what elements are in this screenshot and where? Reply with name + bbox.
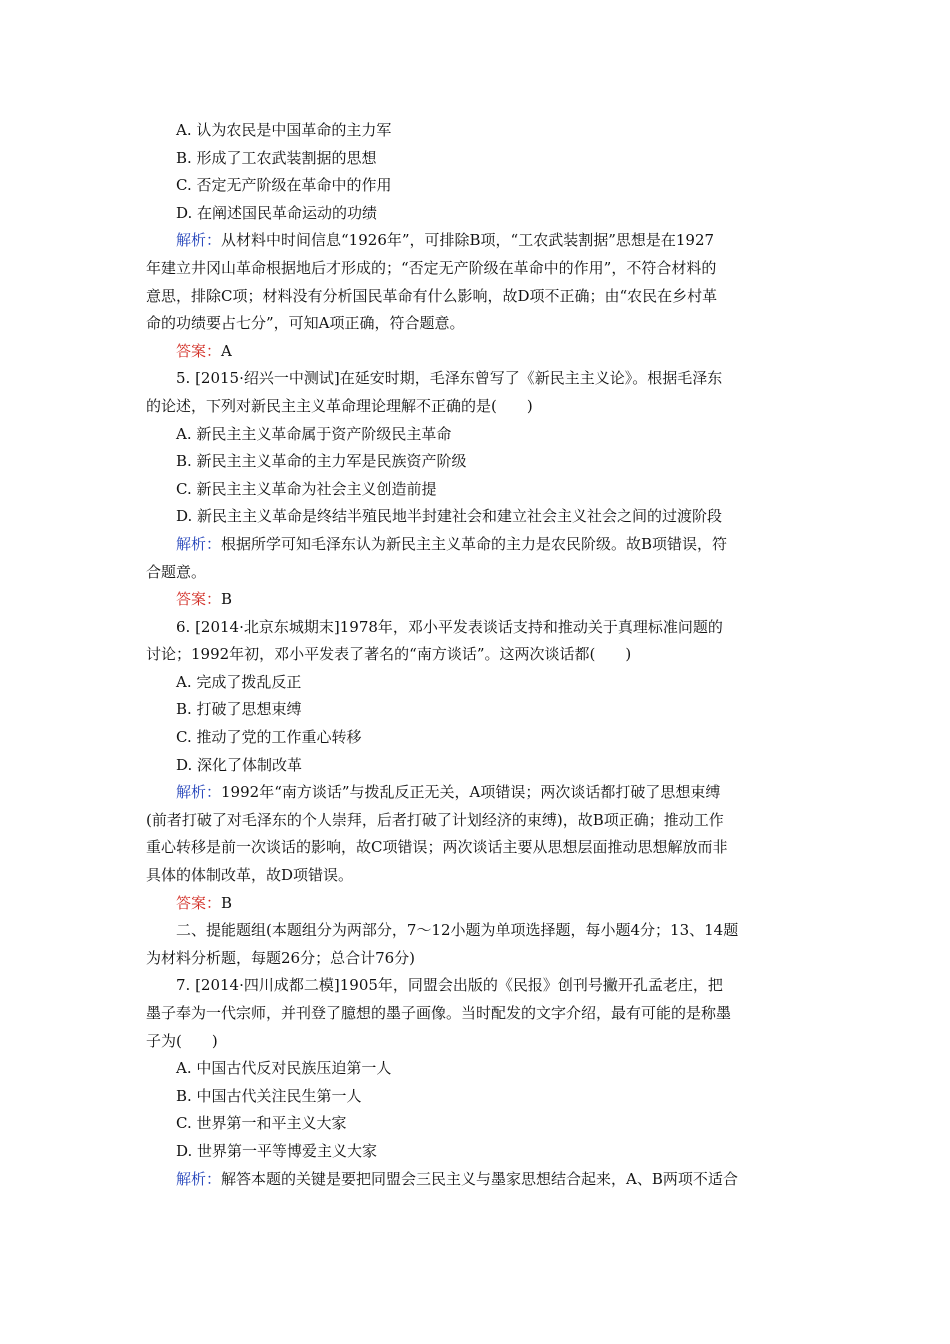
q7-analysis-text: 解答本题的关键是要把同盟会三民主义与墨家思想结合起来，A、B两项不适合 <box>221 1169 738 1188</box>
answer-label: 答案： <box>176 893 222 912</box>
q5-answer-value: B <box>221 590 233 609</box>
q6-answer-value: B <box>221 893 233 912</box>
q6-analysis-line: 重心转移是前一次谈话的影响，故C项错误；两次谈话主要从思想层面推动思想解放而非 <box>146 838 728 857</box>
answer-label: 答案： <box>176 341 222 360</box>
q5-stem-line: 的论述，下列对新民主主义革命理论理解不正确的是( ) <box>146 396 533 415</box>
q5-option-b: B. 新民主主义革命的主力军是民族资产阶级 <box>176 452 467 471</box>
q7-stem-line: 子为( ) <box>146 1031 218 1050</box>
q7-stem-line: 7. [2014·四川成都二模]1905年，同盟会出版的《民报》创刊号撇开孔孟老庄，把 <box>176 976 723 995</box>
analysis-label: 解析： <box>176 1169 222 1188</box>
q6-option-a: A. 完成了拨乱反正 <box>176 672 302 691</box>
q6-option-b: B. 打破了思想束缚 <box>176 700 302 719</box>
document-body <box>146 117 810 1193</box>
q4-analysis-line <box>146 227 810 255</box>
q4-option-d: D. 在阐述国民革命运动的功绩 <box>176 203 378 222</box>
q6-option-d: D. 深化了体制改革 <box>176 755 303 774</box>
q6-answer <box>146 890 810 918</box>
q7-option-c: C. 世界第一和平主义大家 <box>176 1114 347 1133</box>
q7-analysis-line <box>146 1166 810 1194</box>
section-heading-line: 二、提能题组(本题组分为两部分，7～12小题为单项选择题，每小题4分；13、14题 <box>176 921 739 940</box>
q5-analysis-line <box>146 531 810 559</box>
analysis-label: 解析： <box>176 783 222 802</box>
q4-analysis-line: 命的功绩要占七分”，可知A项正确，符合题意。 <box>146 314 465 333</box>
q5-analysis-text: 根据所学可知毛泽东认为新民主主义革命的主力是农民阶级。故B项错误，符 <box>221 534 728 553</box>
q6-stem-line: 6. [2014·北京东城期末]1978年，邓小平发表谈话支持和推动关于真理标准问题的 <box>176 617 723 636</box>
q6-analysis-line: (前者打破了对毛泽东的个人崇拜，后者打破了计划经济的束缚)，故B项正确；推动工作 <box>146 810 724 829</box>
analysis-label: 解析： <box>176 231 222 250</box>
q7-option-b: B. 中国古代关注民生第一人 <box>176 1086 362 1105</box>
q7-option-a: A. 中国古代反对民族压迫第一人 <box>176 1059 392 1078</box>
q5-option-d: D. 新民主主义革命是终结半殖民地半封建社会和建立社会主义社会之间的过渡阶段 <box>176 507 723 526</box>
q4-answer-value: A <box>221 341 232 360</box>
q6-stem-line: 讨论；1992年初，邓小平发表了著名的“南方谈话”。这两次谈话都( ) <box>146 645 632 664</box>
q7-option-d: D. 世界第一平等博爱主义大家 <box>176 1141 378 1160</box>
q5-option-c: C. 新民主主义革命为社会主义创造前提 <box>176 479 437 498</box>
q4-analysis-text: 从材料中时间信息“1926年”，可排除B项，“工农武装割据”思想是在1927 <box>221 231 715 250</box>
q5-answer <box>146 586 810 614</box>
section-heading-line: 为材料分析题，每题26分；总合计76分) <box>146 948 416 967</box>
q6-analysis-line <box>146 779 810 807</box>
q4-option-a: A. 认为农民是中国革命的主力军 <box>176 121 392 139</box>
q5-analysis-line: 合题意。 <box>146 562 207 581</box>
q6-option-c: C. 推动了党的工作重心转移 <box>176 728 362 747</box>
q4-answer <box>146 338 810 366</box>
q5-stem-line: 5. [2015·绍兴一中测试]在延安时期，毛泽东曾写了《新民主主义论》。根据毛泽东 <box>176 369 723 388</box>
q6-analysis-text: 1992年“南方谈话”与拨乱反正无关，A项错误；两次谈话都打破了思想束缚 <box>221 783 721 802</box>
q7-stem-line: 墨子奉为一代宗师，并刊登了臆想的墨子画像。当时配发的文字介绍，最有可能的是称墨 <box>146 1004 732 1022</box>
q4-option-b: B. 形成了工农武装割据的思想 <box>176 148 377 167</box>
q4-analysis-line: 年建立井冈山革命根据地后才形成的；“否定无产阶级在革命中的作用”，不符合材料的 <box>146 258 717 277</box>
q4-analysis-line: 意思，排除C项；材料没有分析国民革命有什么影响，故D项不正确；由“农民在乡村革 <box>146 286 718 305</box>
q4-option-c: C. 否定无产阶级在革命中的作用 <box>176 176 392 195</box>
q5-option-a: A. 新民主主义革命属于资产阶级民主革命 <box>176 424 452 443</box>
q6-analysis-line: 具体的体制改革，故D项错误。 <box>146 866 354 885</box>
analysis-label: 解析： <box>176 534 222 553</box>
answer-label: 答案： <box>176 590 222 609</box>
